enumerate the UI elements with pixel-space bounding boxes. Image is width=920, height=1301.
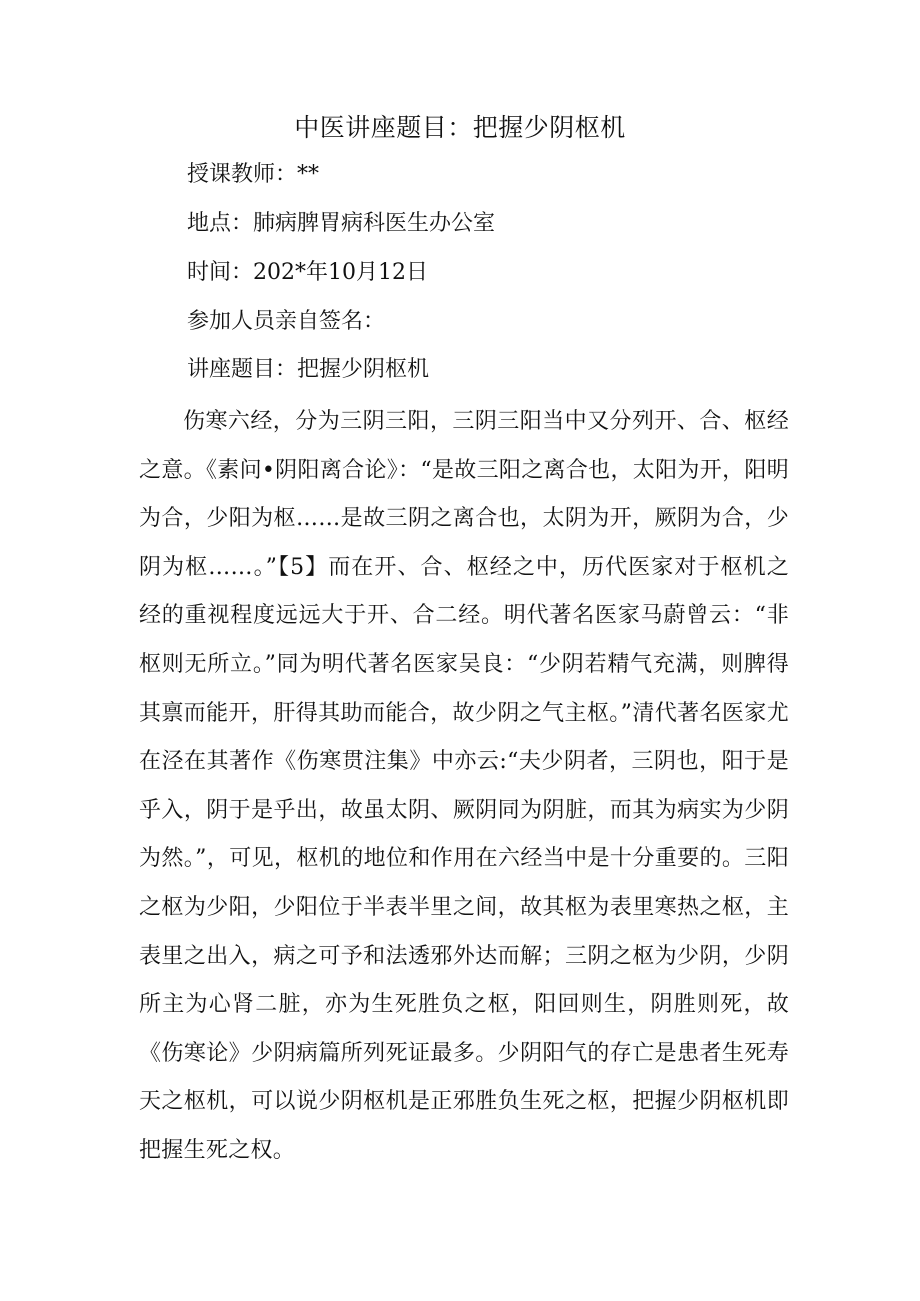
time-line: 时间：202*年10月12日 — [187, 260, 428, 285]
location-line: 地点：肺病脾胃病科医生办公室 — [187, 211, 496, 236]
document-title: 中医讲座题目：把握少阴枢机 — [294, 113, 626, 142]
teacher-line: 授课教师：** — [187, 162, 320, 187]
signature-line: 参加人员亲自签名： — [187, 309, 386, 334]
lecture-topic-line: 讲座题目：把握少阴枢机 — [187, 357, 430, 382]
body-paragraph: 伤寒六经，分为三阴三阳，三阴三阳当中又分列开、合、枢经之意。《素问•阴阳离合论》：“是故三阳之离合也，太阳为开，阳明为合，少阳为枢……是故三阴之离合也，太阴为开，厥阴为合，少阴为枢……。”【5】而在开、合、枢经之中，历代医家对于枢机之经的重视程度远远大于开、合二经。明代著名医家马蔚曾云：“非枢则无所立。”同为明代著名医家吴良：“少阴若精气充满，则脾得其禀而能开，肝得其助而能合，故少阴之气主枢。”清代著名医家尤在泾在其著作《伤寒贯注集》中亦云:“夫少阴者，三阴也，阳于是乎入，阴于是乎出，故虽太阴、厥阴同为阴脏，而其为病实为少阴为然。”，可见，枢机的地位和作用在六经当中是十分重要的。三阳之枢为少阳，少阳位于半表半里之间，故其枢为表里寒热之枢，主表里之出入，病之可予和法透邪外达而解；三阴之枢为少阴，少阴所主为心肾二脏，亦为生死胜负之枢，阳回则生，阴胜则死，故《伤寒论》少阴病篇所列死证最多。少阴阳气的存亡是患者生死寿天之枢机，可以说少阴枢机是正邪胜负生死之枢，把握少阴枢机即把握生死之权。 — [139, 409, 789, 1163]
